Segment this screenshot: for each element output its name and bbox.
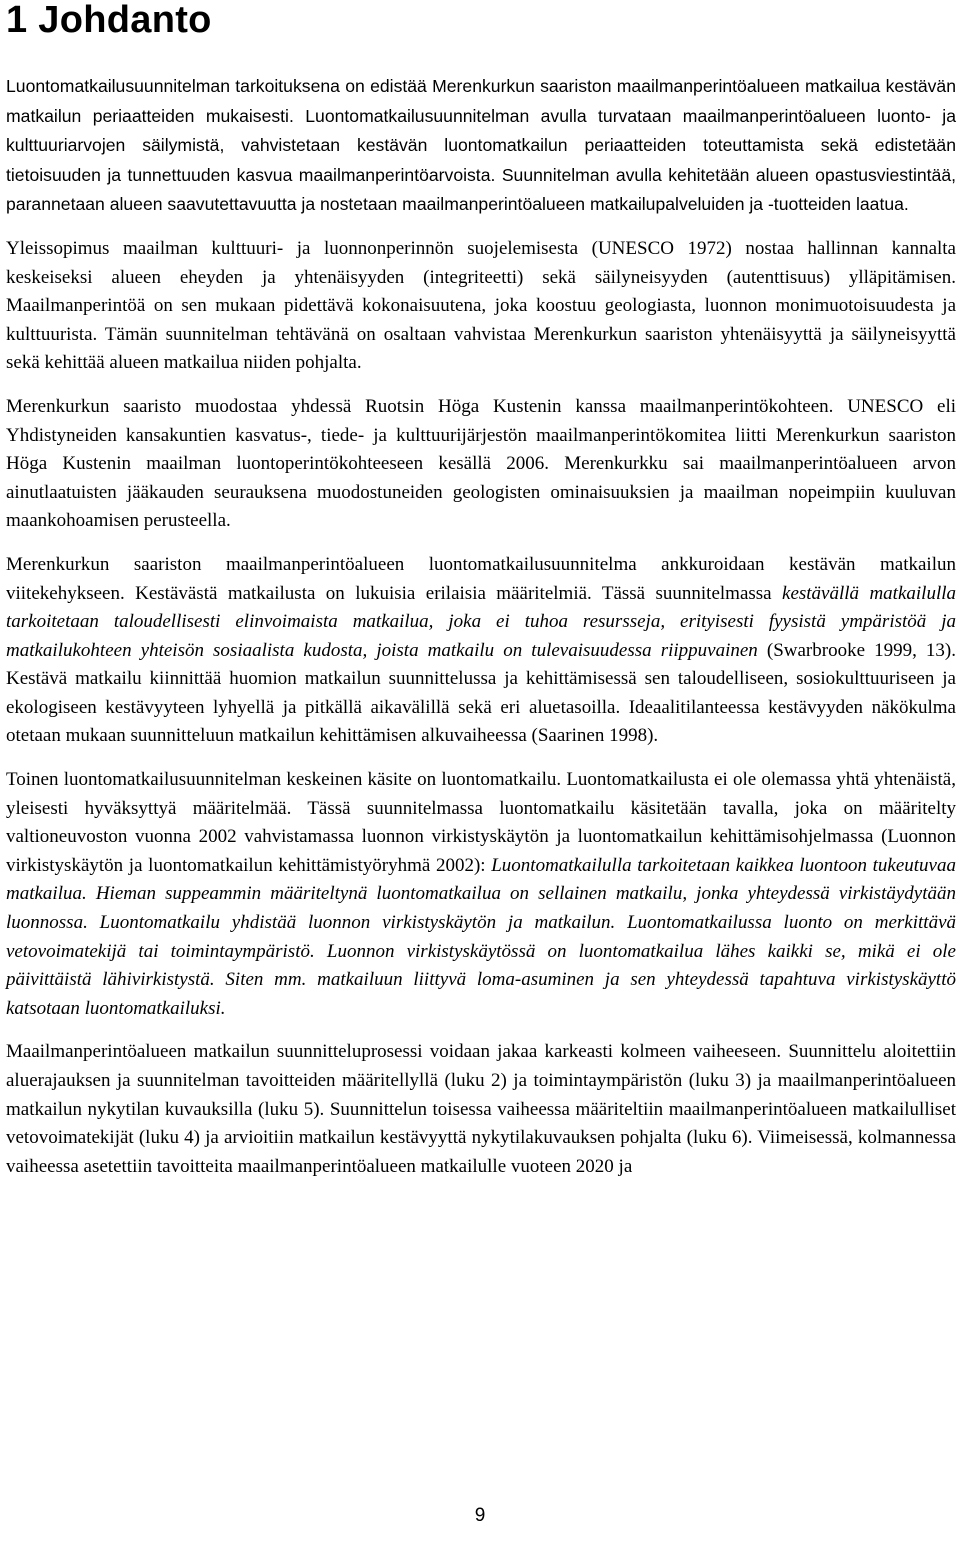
intro-sentence-2: Luontomatkailusuunnitelman avulla turvataan maailmanperintöalueen luonto- ja kulttuuriarvojen säilymistä, vahvistetaan kestävän luontomatkailun periaatteiden toteuttamista sekä edistetään tietoisuuden ja tunnettuuden kasvua maailmanperintöarvoista. [6, 105, 956, 185]
sustainable-tourism-definition: kestävällä matkailulla tarkoitetaan taloudellisesti elinvoimaista matkailua, joka ei tuhoa resursseja, erityisesti fyysistä ympäristöä ja matkailukohteen yhteisön sosiaalista kudosta, joista matkailu on tulevaisuudessa riippuvainen [6, 582, 956, 661]
intro-sentence-1: Luontomatkailusuunnitelman tarkoituksena on edistää Merenkurkun saariston maailmanperintöalueen matkailua kestävän matkailun periaatteiden mukaisesti. [6, 76, 956, 126]
sustainable-tourism-text-a: Merenkurkun saariston maailmanperintöalueen luontomatkailusuunnitelma ankkuroidaan kestävän matkailun viitekehykseen. Kestävästä matkailusta on lukuisia erilaisia määritelmiä. Tässä suunnitelmassa [6, 553, 956, 604]
paragraph-intro [6, 72, 956, 220]
page-number: 9 [474, 1505, 486, 1526]
intro-sentence-3: Suunnitelman avulla kehitetään alueen opastusviestintää, parannetaan alueen saavutettavuutta ja nostetaan maailmanperintöalueen matkailupalveluiden ja -tuotteiden laatua. [6, 164, 956, 215]
nature-tourism-text: Toinen luontomatkailusuunnitelman keskeinen käsite on luontomatkailu. Luontomatkailusta ei ole olemassa yhtä yhtenäistä, yleisesti hyväksyttyä määritelmää. Tässä suunnitelmassa luontomatkailu käsitetään tavalla, joka on määritelty valtioneuvoston vuonna 2002 vahvistamassa luonnon virkistyskäytön ja luontomatkailun kehittämisohjelmassa (Luonnon virkistyskäytön ja luontomatkailun kehittämistyöryhmä 2002): [6, 769, 956, 876]
nature-tourism-definition: Luontomatkailulla tarkoitetaan kaikkea luontoon tukeutuvaa matkailua. Hieman suppeammin määriteltynä luontomatkailua on sellainen matkailu, jonka yhteydessä virkistäydytään luonnossa. Luontomatkailu yhdistää luonnon virkistyskäytön ja matkailun. Luontomatkailussa luonto on merkittävä vetovoimatekijä tai toimintaympäristö. Luonnon virkistyskäytössä on luontomatkailua lähes kaikki se, mikä ei ole päivittäistä lähivirkistystä. Siten mm. matkailuun liittyvä loma-asuminen ja sen yhteydessä tapahtuva virkistyskäyttö katsotaan luontomatkailuksi. [6, 854, 956, 1019]
paragraph-planning-process: Maailmanperintöalueen matkailun suunnitteluprosessi voidaan jakaa karkeasti kolmeen vaiheeseen. Suunnittelu aloitettiin aluerajauksen ja suunnitelman tavoitteiden määritellyllä (luku 2) ja toimintaympäristön (luku 3) ja maailmanperintöalueen matkailun nykytilan kuvauksilla (luku 5). Suunnittelun toisessa vaiheessa määriteltiin maailmanperintöalueen matkailulliset vetovoimatekijät (luku 4) ja arvioitiin matkailun kestävyyttä nykytilakuvauksen pohjalta (luku 6). Viimeisessä, kolmannessa vaiheessa asetettiin tavoitteita maailmanperintöalueen matkailulle vuoteen 2020 ja [6, 1041, 956, 1177]
paragraph-unesco-convention: Yleissopimus maailman kulttuuri- ja luonnonperinnön suojelemisesta (UNESCO 1972) nostaa hallinnan kannalta keskeiseksi alueen eheyden ja yhtenäisyyden (integriteetti) sekä säilyneisyyden (autenttisuus) ylläpitämisen. Maailmanperintöä on sen mukaan pidettävä kokonaisuutena, joka koostuu geologiasta, luonnon monimuotoisuudesta ja kulttuurista. Tämän suunnitelman tehtävänä on osaltaan vahvistaa Merenkurkun saariston yhtenäisyyttä ja säilyneisyyttä sekä kehittää alueen matkailua niiden pohjalta. [6, 237, 956, 374]
paragraph-sustainable-tourism [6, 551, 956, 751]
document-page [6, 0, 956, 1181]
sustainable-tourism-text-b: (Swarbrooke 1999, 13). Kestävä matkailu kiinnittää huomion matkailun suunnittelussa ja kehittämisessä sen taloudelliseen, sosiokulttuuriseen ja ekologiseen kestävyyteen lyhyellä ja pitkällä aikavälillä sekä eri aluetasoilla. Ideaalitilanteessa kestävyyden näkökulma otetaan mukaan suunnitteluun matkailun kehittämisen alkuvaiheessa (Saarinen 1998). [6, 639, 956, 747]
paragraph-nature-tourism [6, 766, 956, 1023]
paragraph-world-heritage: Merenkurkun saaristo muodostaa yhdessä Ruotsin Höga Kustenin kanssa maailmanperintökohteen. UNESCO eli Yhdistyneiden kansakuntien kasvatus-, tiede- ja kulttuurijärjestön maailmanperintökomitea liitti Merenkurkun saariston Höga Kustenin maailman luontoperintökohteeseen kesällä 2006. Merenkurkku sai maailmanperintöalueen arvon ainutlaatuisten jääkauden seurauksena muodostuneiden geologisten ominaisuuksien ja maailman nopeimpiin kuuluvan maankohoamisen perusteella. [6, 395, 956, 532]
chapter-heading: 1 Johdanto [6, 0, 212, 41]
